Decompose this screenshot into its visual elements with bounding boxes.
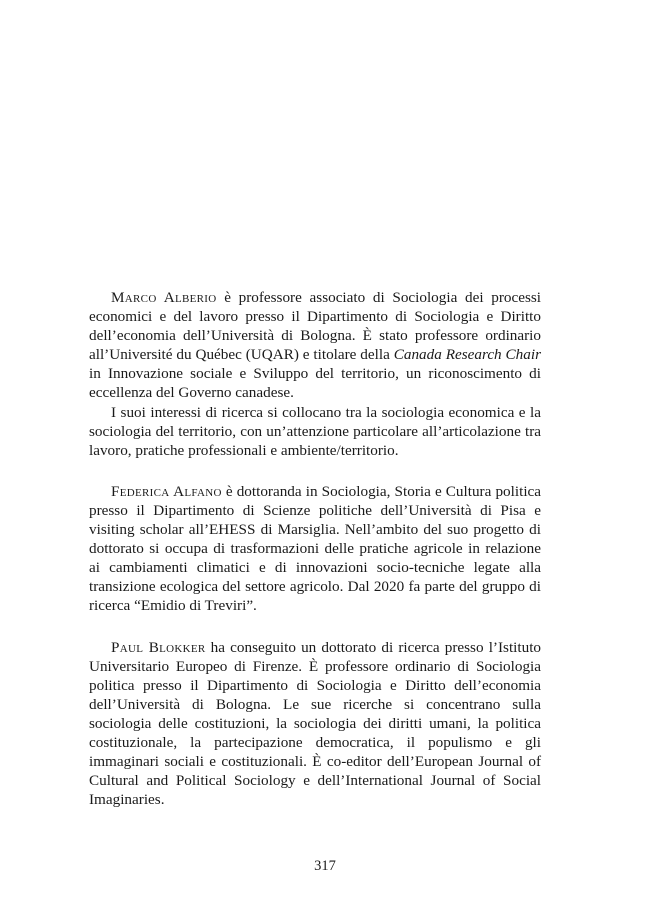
bio-paragraph <box>89 403 541 460</box>
bio-text: in Innovazione sociale e Sviluppo del territorio, un riconoscimento di eccellenza del Governo canadese. <box>89 365 541 402</box>
bio-text: ha conseguito un dottorato di ricerca presso l’Istituto Universitario Europeo di Firenze. È professore ordinario di Sociologia politica presso il Dipartimento di Sociologia e Diritto dell’economia dell’Università di Bologna. Le sue ricerche si concentrano sulla sociologia delle costituzioni, la sociologia dei diritti umani, la politica costituzionale, la partecipazione democratica, il populismo e gli immaginari sociali e costituzionali. È co-editor dell’European Journal of Cultural and Political Sociology e dell’International Journal of Social Imaginaries. <box>89 638 542 809</box>
bio-paragraph <box>89 288 541 403</box>
bio-paragraph <box>89 482 541 616</box>
bio-text: I suoi interessi di ricerca si collocano tra la sociologia economica e la sociologia del territorio, con un’attenzione particolare all’articolazione tra lavoro, pratiche professionali e ambiente/territorio. <box>89 403 541 459</box>
bio-paragraph <box>89 638 541 810</box>
contributor-name: Federica Alfano <box>111 482 222 500</box>
bio-text: è professore associato di Sociologia dei processi economici e del lavoro presso il Dipartimento di Sociologia e Diritto dell’economia dell’Università di Bologna. È stato professore ordinario all’Université du Québec (UQAR) e titolare della <box>89 289 542 364</box>
contributor-bio <box>89 638 541 810</box>
contributor-bio <box>89 482 541 616</box>
contributors-section <box>89 288 541 831</box>
contributor-bio <box>89 288 541 460</box>
bio-text: è dottoranda in Sociologia, Storia e Cultura politica presso il Dipartimento di Scienze politiche dell’Università di Pisa e visiting scholar all’EHESS di Marsiglia. Nell’ambito del suo progetto di dottorato si occupa di trasformazioni delle pratiche agricole in relazione ai cambiamenti climatici e di innovazioni socio-tecniche legate alla transizione ecologica del settore agricolo. Dal 2020 fa parte del gruppo di ricerca “Emidio di Treviri”. <box>89 482 542 615</box>
page-number: 317 <box>314 858 336 874</box>
contributor-name: Paul Blokker <box>111 638 206 656</box>
contributor-name: Marco Alberio <box>111 289 217 306</box>
italic-text: Canada Research Chair <box>393 346 541 364</box>
